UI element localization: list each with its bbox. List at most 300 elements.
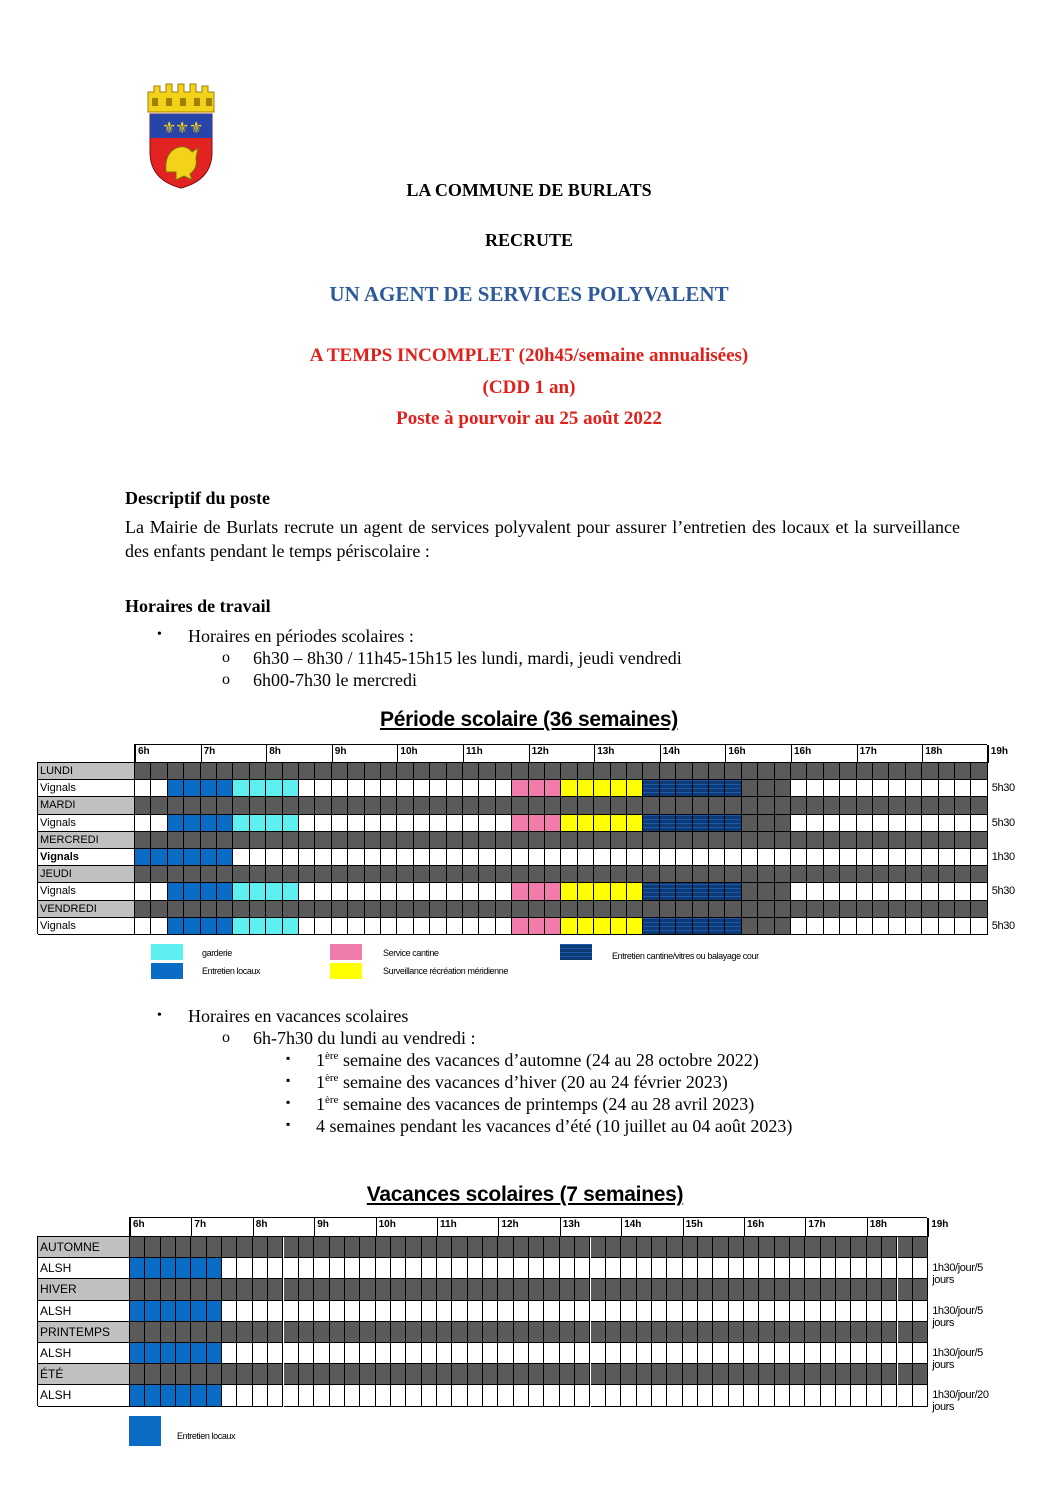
schedule-cell <box>873 797 889 814</box>
schedule-cell <box>840 763 856 780</box>
schedule-cell <box>397 832 413 849</box>
schedule-cell <box>315 866 331 883</box>
schedule-cell <box>250 780 266 797</box>
schedule-cell <box>898 1301 913 1322</box>
schedule-cell <box>483 1279 498 1300</box>
schedule-cell <box>971 866 987 883</box>
schedule-cell <box>725 797 741 814</box>
schedule-cell <box>873 832 889 849</box>
schedule-cell <box>578 815 594 832</box>
schedule-cell <box>437 1364 452 1385</box>
schedule-cell <box>360 1385 375 1406</box>
schedule-cell <box>840 780 856 797</box>
schedule-cell <box>253 1237 268 1258</box>
schedule-cell <box>496 918 512 935</box>
schedule-cell <box>284 1364 299 1385</box>
schedule-cell <box>652 1385 667 1406</box>
schedule-cell <box>315 780 331 797</box>
schedule-cell <box>693 797 709 814</box>
schedule-cell <box>463 797 479 814</box>
schedule-cell <box>430 832 446 849</box>
schedule-cell <box>391 1258 406 1279</box>
schedule-cell <box>698 1322 713 1343</box>
schedule-cell <box>496 815 512 832</box>
schedule-cell <box>529 1301 544 1322</box>
hour-label: 16h <box>728 746 746 757</box>
schedule-cell <box>268 1322 283 1343</box>
schedule-cell <box>591 1301 606 1322</box>
schedule-cell <box>332 901 348 918</box>
school-table-title: Période scolaire (36 semaines) <box>380 708 678 731</box>
schedule-cell <box>145 1237 160 1258</box>
schedule-cell <box>217 780 233 797</box>
bullet-icon: • <box>157 627 162 642</box>
schedule-cell <box>594 763 610 780</box>
svg-text:⚜: ⚜ <box>189 118 204 137</box>
schedule-cell <box>422 1322 437 1343</box>
schedule-cell <box>836 1258 851 1279</box>
schedule-cell <box>594 883 610 900</box>
schedule-cell <box>191 1343 206 1364</box>
schedule-cell <box>821 1343 836 1364</box>
schedule-cell <box>758 815 774 832</box>
schedule-cell <box>759 1258 774 1279</box>
schedule-cell <box>851 1322 866 1343</box>
schedule-cell <box>437 1237 452 1258</box>
schedule-cell <box>791 901 807 918</box>
day-row-label: JEUDI <box>38 866 135 883</box>
row-total: 1h30/jour/5 jours <box>932 1304 983 1329</box>
schedule-cell <box>447 832 463 849</box>
schedule-cell <box>851 1364 866 1385</box>
hour-tick <box>201 745 202 763</box>
ordinal-number: 1 <box>316 1094 325 1114</box>
schedule-cell <box>512 797 528 814</box>
schedule-cell <box>922 780 938 797</box>
schedule-cell <box>217 832 233 849</box>
schedule-cell <box>168 883 184 900</box>
schedule-cell <box>882 1301 897 1322</box>
schedule-cell <box>452 1385 467 1406</box>
schedule-cell <box>498 1343 513 1364</box>
schedule-cell <box>217 883 233 900</box>
schedule-cell <box>348 815 364 832</box>
schedule-cell <box>775 1385 790 1406</box>
schedule-cell <box>529 832 545 849</box>
schedule-cell <box>971 849 987 866</box>
schedule-cell <box>683 1322 698 1343</box>
schedule-cell <box>237 1322 252 1343</box>
schedule-cell <box>637 1385 652 1406</box>
schedule-cell <box>315 797 331 814</box>
schedule-cell <box>594 849 610 866</box>
schedule-cell <box>922 832 938 849</box>
schedule-cell <box>725 883 741 900</box>
schedule-cell <box>821 1258 836 1279</box>
schedule-cell <box>529 1279 544 1300</box>
schedule-cell <box>176 1258 191 1279</box>
hour-tick <box>791 745 792 763</box>
schedule-cell <box>775 815 791 832</box>
schedule-cell <box>360 1258 375 1279</box>
schedule-cell <box>135 883 151 900</box>
schedule-cell <box>805 1343 820 1364</box>
ordinal-suffix: ère <box>325 1094 339 1106</box>
schedule-cell <box>414 849 430 866</box>
schedule-cell <box>207 1258 222 1279</box>
schedule-cell <box>430 918 446 935</box>
day-row-label: LUNDI <box>38 763 135 780</box>
schedule-cell <box>606 1279 621 1300</box>
schedule-cell <box>637 1301 652 1322</box>
schedule-cell <box>922 797 938 814</box>
schedule-cell <box>560 1279 575 1300</box>
schedule-cell <box>611 763 627 780</box>
schedule-cell <box>824 883 840 900</box>
schedule-cell <box>729 1343 744 1364</box>
schedule-cell <box>348 883 364 900</box>
schedule-cell <box>468 1237 483 1258</box>
holiday-period-item <box>316 1094 754 1115</box>
schedule-cell <box>683 1364 698 1385</box>
schedule-cell <box>283 780 299 797</box>
schedule-cell <box>191 1364 206 1385</box>
schedule-cell <box>652 1364 667 1385</box>
schedule-cell <box>955 901 971 918</box>
schedule-cell <box>544 1385 559 1406</box>
schedule-cell <box>250 832 266 849</box>
schedule-cell <box>430 866 446 883</box>
schedule-cell <box>168 815 184 832</box>
schedule-cell <box>315 883 331 900</box>
schedule-cell <box>939 797 955 814</box>
hour-tick <box>529 745 530 763</box>
schedule-cell <box>836 1301 851 1322</box>
schedule-cell <box>348 849 364 866</box>
schedule-cell <box>759 1322 774 1343</box>
schedule-cell <box>360 1279 375 1300</box>
schedule-cell <box>606 1301 621 1322</box>
schedule-cell <box>266 797 282 814</box>
hour-tick <box>725 745 726 763</box>
schedule-cell <box>913 1343 928 1364</box>
schedule-cell <box>544 1364 559 1385</box>
bullet-icon: • <box>157 1008 162 1023</box>
schedule-cell <box>447 763 463 780</box>
schedule-cell <box>545 780 561 797</box>
schedule-cell <box>222 1364 237 1385</box>
schedule-cell <box>627 832 643 849</box>
schedule-cell <box>498 1258 513 1279</box>
legend-label: Service cantine <box>383 948 439 958</box>
schedule-cell <box>729 1301 744 1322</box>
schedule-cell <box>299 832 315 849</box>
schedule-cell <box>611 918 627 935</box>
hour-tick <box>988 745 989 763</box>
schedule-cell <box>729 1385 744 1406</box>
svg-text:⚜: ⚜ <box>162 118 177 137</box>
schedule-cell <box>637 1343 652 1364</box>
hour-tick <box>987 745 988 763</box>
schedule-cell <box>561 780 577 797</box>
schedule-cell <box>545 832 561 849</box>
schedule-cell <box>348 797 364 814</box>
schedule-cell <box>512 901 528 918</box>
schedule-cell <box>561 763 577 780</box>
schedule-cell <box>836 1364 851 1385</box>
schedule-cell <box>496 883 512 900</box>
schedule-cell <box>821 1301 836 1322</box>
schedule-cell <box>660 901 676 918</box>
schedule-cell <box>759 1343 774 1364</box>
schedule-cell <box>253 1322 268 1343</box>
schedule-cell <box>250 849 266 866</box>
schedule-cell <box>744 1364 759 1385</box>
schedule-cell <box>790 1301 805 1322</box>
schedule-cell <box>561 849 577 866</box>
schedule-cell <box>824 763 840 780</box>
schedule-cell <box>145 1343 160 1364</box>
schedule-cell <box>201 918 217 935</box>
schedule-cell <box>468 1343 483 1364</box>
schedule-cell <box>266 832 282 849</box>
schedule-cell <box>253 1343 268 1364</box>
holiday-hours-sub: 6h-7h30 du lundi au vendredi : <box>253 1028 476 1048</box>
schedule-cell <box>233 883 249 900</box>
schedule-cell <box>611 849 627 866</box>
schedule-cell <box>545 883 561 900</box>
schedule-cell <box>345 1385 360 1406</box>
schedule-cell <box>906 763 922 780</box>
schedule-cell <box>483 1258 498 1279</box>
schedule-cell <box>479 797 495 814</box>
schedule-cell <box>621 1301 636 1322</box>
schedule-cell <box>790 1258 805 1279</box>
hour-label: 12h <box>531 746 549 757</box>
holiday-table-title: Vacances scolaires (7 semaines) <box>366 1183 684 1206</box>
schedule-cell <box>867 1237 882 1258</box>
schedule-cell <box>391 1279 406 1300</box>
schedule-cell <box>578 918 594 935</box>
schedule-cell <box>578 763 594 780</box>
schedule-cell <box>611 832 627 849</box>
hour-label: 16h <box>747 1219 765 1230</box>
schedule-cell <box>561 815 577 832</box>
schedule-cell <box>906 866 922 883</box>
hour-label: 6h <box>138 746 150 757</box>
schedule-cell <box>836 1279 851 1300</box>
schedule-cell <box>151 763 167 780</box>
schedule-cell <box>299 866 315 883</box>
schedule-cell <box>222 1343 237 1364</box>
schedule-cell <box>758 849 774 866</box>
schedule-cell <box>667 1258 682 1279</box>
schedule-cell <box>512 815 528 832</box>
schedule-cell <box>867 1322 882 1343</box>
schedule-cell <box>176 1301 191 1322</box>
hour-label: 17h <box>859 746 877 757</box>
legend-label: garderie <box>202 948 232 958</box>
schedule-cell <box>151 832 167 849</box>
schedule-cell <box>332 763 348 780</box>
schedule-cell <box>643 866 659 883</box>
schedule-cell <box>693 832 709 849</box>
schedule-cell <box>882 1364 897 1385</box>
schedule-cell <box>575 1301 590 1322</box>
schedule-cell <box>463 866 479 883</box>
schedule-cell <box>253 1385 268 1406</box>
schedule-cell <box>299 815 315 832</box>
schedule-cell <box>667 1301 682 1322</box>
schedule-cell <box>939 883 955 900</box>
schedule-cell <box>299 1364 314 1385</box>
schedule-cell <box>652 1237 667 1258</box>
schedule-cell <box>594 918 610 935</box>
schedule-cell <box>807 918 823 935</box>
schedule-cell <box>725 866 741 883</box>
schedule-cell <box>483 1322 498 1343</box>
schedule-cell <box>250 901 266 918</box>
hour-label: 19h <box>931 1219 949 1230</box>
schedule-cell <box>744 1258 759 1279</box>
hour-label: 13h <box>562 1219 581 1230</box>
table-body <box>37 762 1015 934</box>
schedule-cell <box>676 918 692 935</box>
schedule-cell <box>514 1364 529 1385</box>
schedule-cell <box>447 866 463 883</box>
schedule-cell <box>939 901 955 918</box>
schedule-cell <box>314 1258 329 1279</box>
schedule-cell <box>560 1385 575 1406</box>
schedule-cell <box>807 849 823 866</box>
schedule-cell <box>698 1343 713 1364</box>
schedule-cell <box>207 1237 222 1258</box>
schedule-cell <box>151 815 167 832</box>
schedule-cell <box>463 849 479 866</box>
schedule-cell <box>512 849 528 866</box>
schedule-cell <box>836 1322 851 1343</box>
schedule-cell <box>176 1364 191 1385</box>
schedule-cell <box>836 1237 851 1258</box>
schedule-cell <box>381 780 397 797</box>
schedule-cell <box>330 1322 345 1343</box>
schedule-cell <box>207 1322 222 1343</box>
schedule-cell <box>376 1237 391 1258</box>
schedule-cell <box>284 1322 299 1343</box>
schedule-cell <box>882 1322 897 1343</box>
schedule-cell <box>414 815 430 832</box>
schedule-cell <box>775 866 791 883</box>
schedule-cell <box>821 1279 836 1300</box>
schedule-cell <box>135 797 151 814</box>
schedule-cell <box>971 918 987 935</box>
schedule-cell <box>414 866 430 883</box>
schedule-cell <box>529 1237 544 1258</box>
schedule-cell <box>939 866 955 883</box>
schedule-cell <box>545 901 561 918</box>
schedule-cell <box>744 1385 759 1406</box>
schedule-cell <box>250 866 266 883</box>
schedule-cell <box>744 1237 759 1258</box>
hour-tick <box>922 745 923 763</box>
schedule-cell <box>561 918 577 935</box>
schedule-cell <box>594 866 610 883</box>
schedule-cell <box>512 763 528 780</box>
schedule-cell <box>391 1364 406 1385</box>
schedule-cell <box>479 815 495 832</box>
schedule-cell <box>233 763 249 780</box>
schedule-cell <box>606 1385 621 1406</box>
schedule-cell <box>430 901 446 918</box>
schedule-cell <box>191 1322 206 1343</box>
schedule-cell <box>709 832 725 849</box>
schedule-cell <box>222 1385 237 1406</box>
schedule-cell <box>698 1301 713 1322</box>
schedule-cell <box>268 1279 283 1300</box>
schedule-cell <box>611 883 627 900</box>
schedule-cell <box>496 849 512 866</box>
schedule-cell <box>496 901 512 918</box>
schedule-cell <box>775 797 791 814</box>
schedule-cell <box>873 815 889 832</box>
schedule-cell <box>284 1343 299 1364</box>
schedule-cell <box>824 849 840 866</box>
schedule-cell <box>184 780 200 797</box>
schedule-cell <box>447 849 463 866</box>
schedule-cell <box>130 1343 145 1364</box>
schedule-cell <box>237 1364 252 1385</box>
schedule-cell <box>729 1322 744 1343</box>
schedule-cell <box>971 832 987 849</box>
schedule-cell <box>857 763 873 780</box>
schedule-cell <box>873 866 889 883</box>
schedule-cell <box>468 1301 483 1322</box>
schedule-cell <box>775 1322 790 1343</box>
schedule-cell <box>667 1343 682 1364</box>
schedule-cell <box>906 832 922 849</box>
schedule-cell <box>237 1301 252 1322</box>
schedule-cell <box>906 901 922 918</box>
schedule-cell <box>345 1258 360 1279</box>
schedule-cell <box>742 866 758 883</box>
schedule-cell <box>643 883 659 900</box>
schedule-cell <box>250 883 266 900</box>
schedule-cell <box>758 866 774 883</box>
schedule-cell <box>437 1279 452 1300</box>
schedule-cell <box>406 1322 421 1343</box>
schedule-cell <box>676 832 692 849</box>
schedule-cell <box>314 1343 329 1364</box>
schedule-cell <box>330 1301 345 1322</box>
schedule-cell <box>130 1258 145 1279</box>
schedule-cell <box>561 866 577 883</box>
schedule-cell <box>857 849 873 866</box>
schedule-cell <box>660 780 676 797</box>
hour-tick <box>927 1218 928 1237</box>
schedule-cell <box>479 901 495 918</box>
schedule-cell <box>330 1237 345 1258</box>
schedule-cell <box>447 883 463 900</box>
schedule-cell <box>217 918 233 935</box>
schedule-cell <box>698 1385 713 1406</box>
schedule-cell <box>381 849 397 866</box>
schedule-cell <box>345 1364 360 1385</box>
schedule-cell <box>775 1301 790 1322</box>
hour-label: 14h <box>624 1219 642 1230</box>
schedule-cell <box>479 918 495 935</box>
schedule-cell <box>299 883 315 900</box>
schedule-cell <box>591 1237 606 1258</box>
